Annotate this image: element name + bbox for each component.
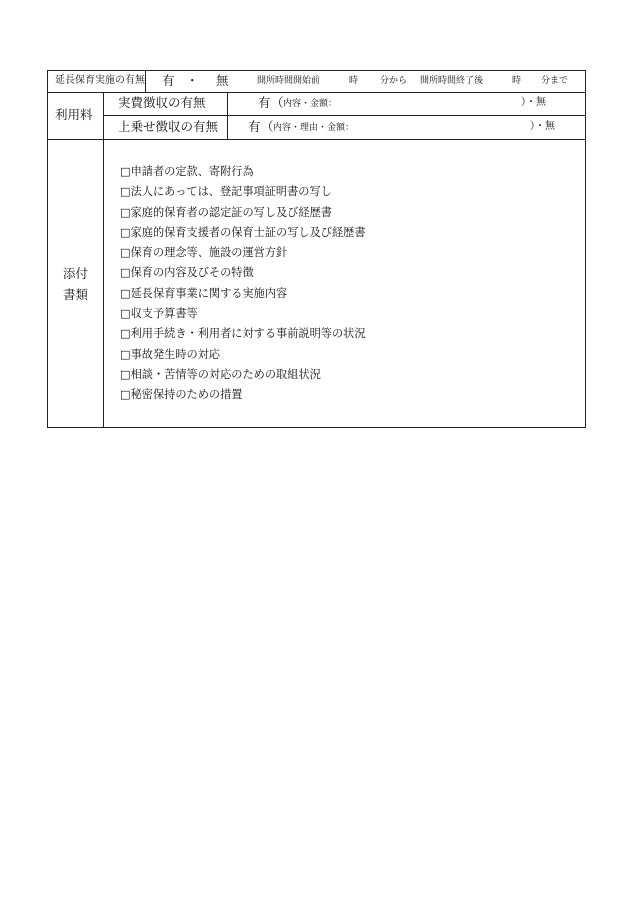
checklist-item[interactable]: □申請者の定款、寄附行為 bbox=[120, 165, 254, 178]
actual-fee-yes[interactable]: 有 bbox=[258, 95, 271, 110]
checklist-item[interactable]: □相談・苦情等の対応のための取組状況 bbox=[120, 367, 321, 381]
actual-fee-open-paren: （ bbox=[271, 95, 284, 110]
minutes-until-label: 分まで bbox=[541, 76, 569, 86]
row-divider-2 bbox=[103, 115, 586, 116]
after-close-label: 開所時間終了後 bbox=[420, 76, 484, 86]
checklist-item[interactable]: □保育の理念等、施設の運営方針 bbox=[120, 246, 288, 260]
extended-care-dot: ・ bbox=[186, 73, 199, 88]
checklist-item[interactable]: □家庭的保育者の認定証の写し及び経歴書 bbox=[120, 205, 332, 219]
surcharge-close[interactable]: ）・無 bbox=[530, 121, 555, 132]
actual-fee-label: 実費徴収の有無 bbox=[118, 95, 206, 110]
attachments-label-line2: 書類 bbox=[63, 287, 89, 302]
checklist-item[interactable]: □収支予算書等 bbox=[120, 307, 198, 321]
surcharge-yes[interactable]: 有 bbox=[248, 119, 261, 134]
hour-label-2: 時 bbox=[512, 76, 522, 86]
checklist-item[interactable]: □利用手続き・利用者に対する事前説明等の状況 bbox=[120, 327, 366, 341]
surcharge-label: 上乗せ徴収の有無 bbox=[118, 119, 219, 134]
actual-fee-close[interactable]: ）・無 bbox=[521, 97, 546, 108]
extended-care-yes[interactable]: 有 bbox=[162, 73, 175, 88]
checklist-item[interactable]: □家庭的保育支援者の保育士証の写し及び経歴書 bbox=[120, 225, 366, 239]
surcharge-open-paren: （ bbox=[261, 119, 274, 134]
row-divider-3 bbox=[47, 139, 586, 140]
checklist-item[interactable]: □法人にあっては、登記事項証明書の写し bbox=[120, 185, 332, 199]
fees-label: 利用料 bbox=[55, 107, 93, 122]
checklist-item[interactable]: □事故発生時の対応 bbox=[120, 347, 221, 361]
checklist-item[interactable]: □秘密保持のための措置 bbox=[120, 388, 243, 402]
actual-fee-detail: 内容・金額： bbox=[283, 99, 338, 109]
minutes-from-label: 分から bbox=[380, 76, 408, 86]
attachments-checklist bbox=[120, 165, 366, 409]
checklist-item[interactable]: □保育の内容及びその特徴 bbox=[120, 266, 254, 280]
col-divider-fees bbox=[227, 92, 228, 139]
before-open-label: 開所時間開始前 bbox=[257, 76, 321, 86]
extended-care-no[interactable]: 無 bbox=[216, 73, 229, 88]
attachments-label-line1: 添付 bbox=[63, 266, 89, 281]
hour-label-1: 時 bbox=[349, 76, 359, 86]
extended-care-label: 延長保育実施の有無 bbox=[55, 75, 145, 86]
col-divider-extended bbox=[145, 70, 146, 92]
checklist-item[interactable]: □延長保育事業に関する実施内容 bbox=[120, 286, 288, 300]
surcharge-detail: 内容・理由・金額： bbox=[273, 123, 355, 133]
col-divider-left bbox=[103, 92, 104, 428]
row-divider-1 bbox=[47, 92, 586, 93]
